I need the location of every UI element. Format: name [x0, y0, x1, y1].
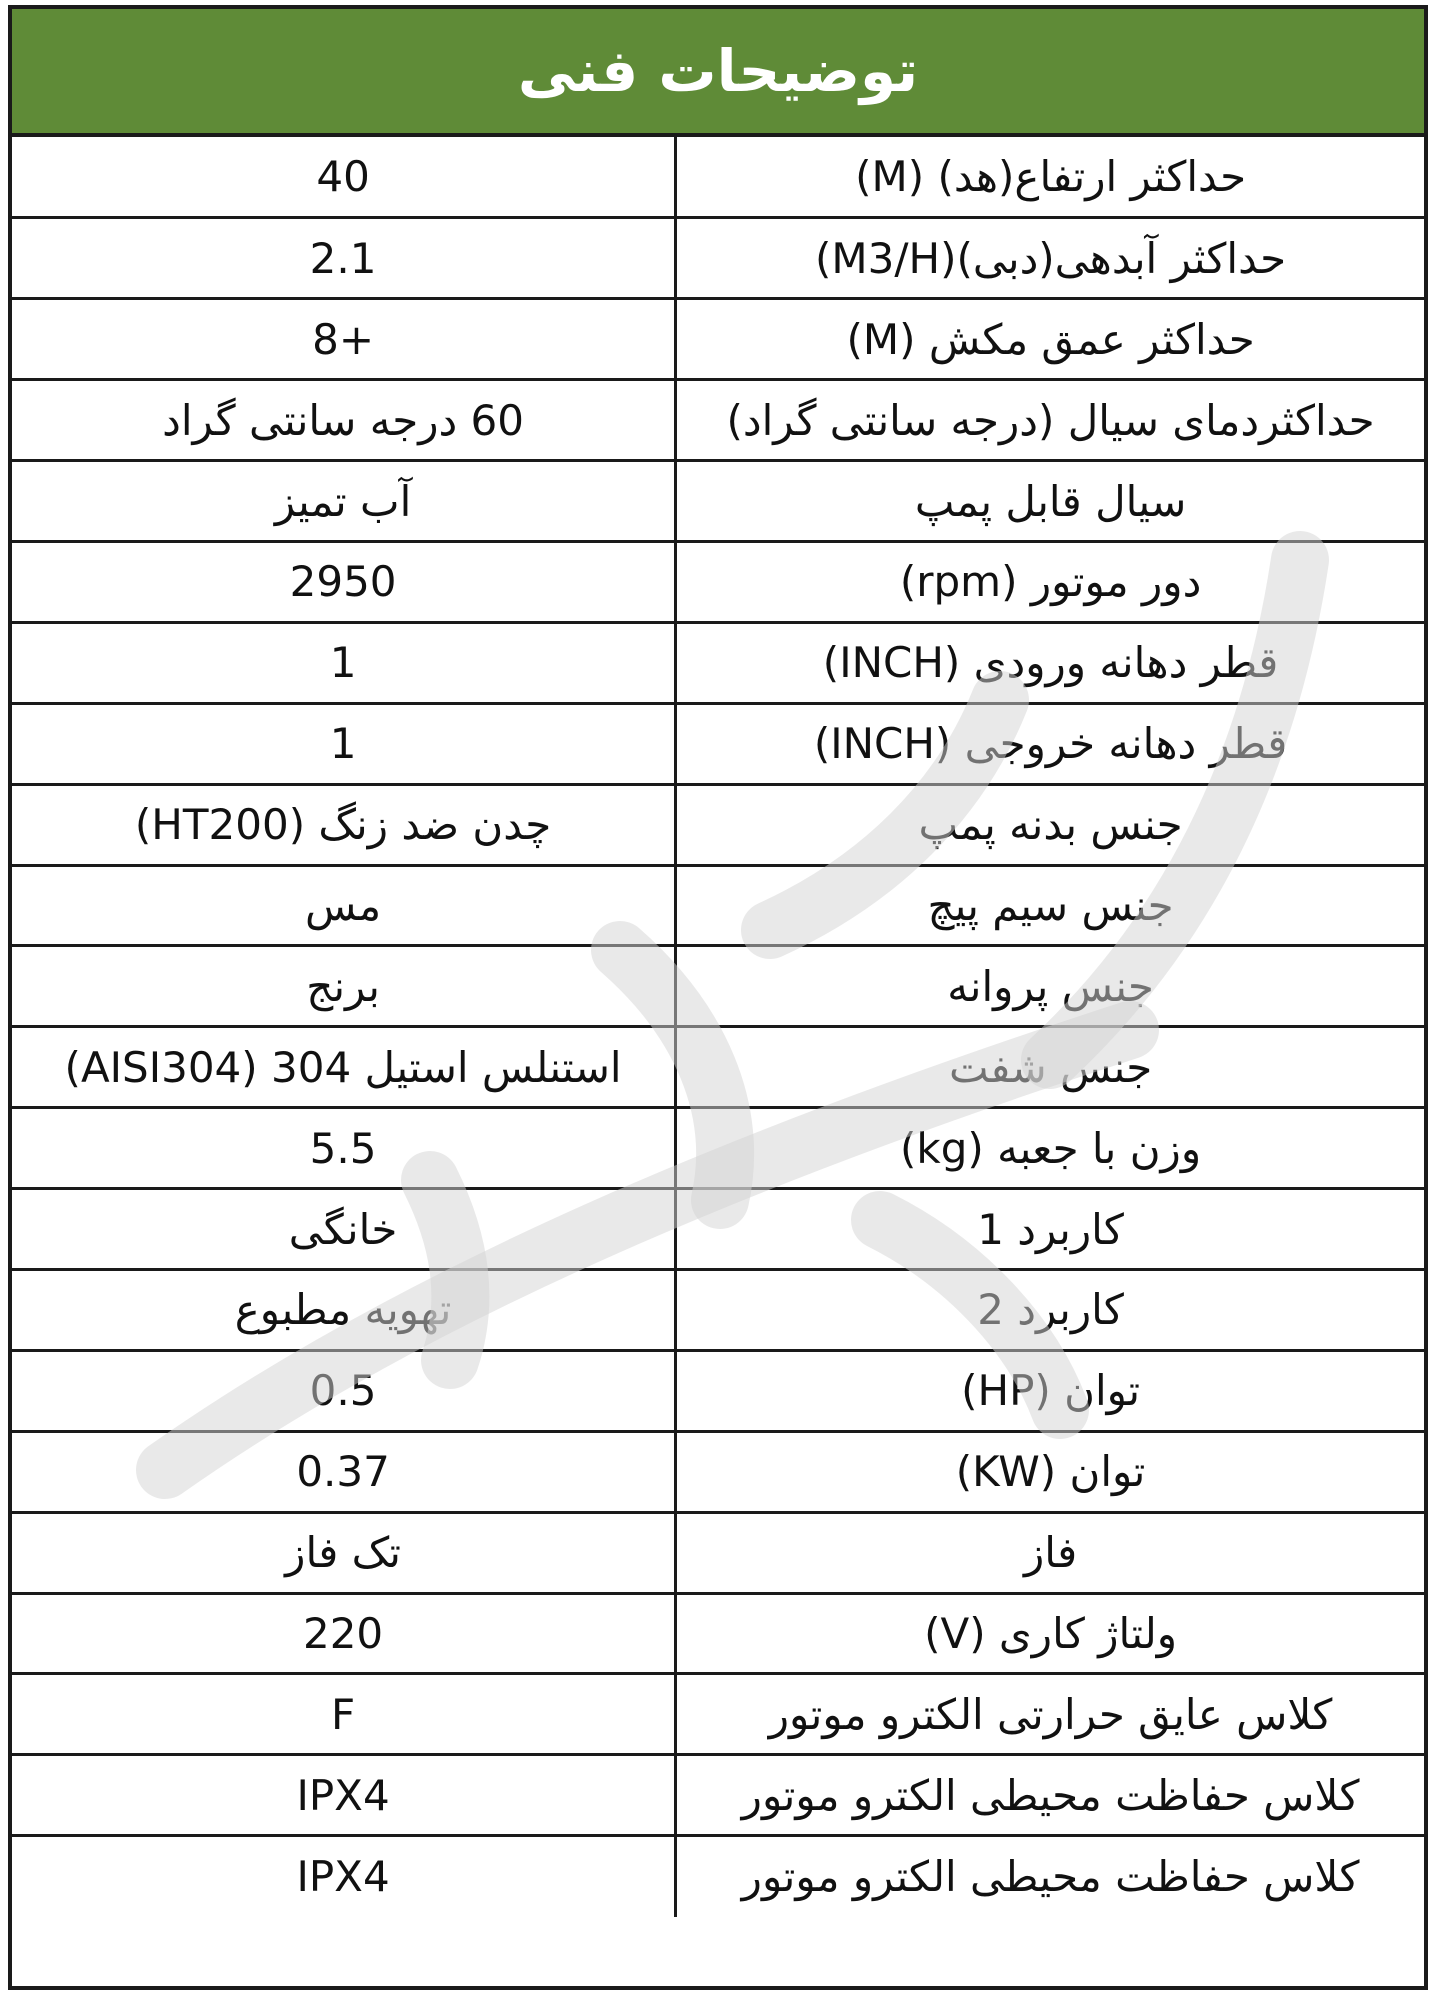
spec-label: توان (KW) — [676, 1431, 1424, 1512]
spec-value: 220 — [12, 1593, 676, 1674]
spec-value: استنلس استیل 304 (AISI304) — [12, 1027, 676, 1108]
spec-row — [12, 1108, 1424, 1189]
spec-value: 2.1 — [12, 218, 676, 299]
spec-label: دور موتور (rpm) — [676, 541, 1424, 622]
spec-row — [12, 1512, 1424, 1593]
spec-row — [12, 1027, 1424, 1108]
spec-value: تهویه مطبوع — [12, 1269, 676, 1350]
spec-label: کاربرد 2 — [676, 1269, 1424, 1350]
spec-label: ولتاژ کاری (V) — [676, 1593, 1424, 1674]
spec-row — [12, 703, 1424, 784]
spec-row — [12, 622, 1424, 703]
spec-table — [12, 137, 1424, 1917]
spec-row — [12, 1674, 1424, 1755]
spec-table-body — [12, 137, 1424, 1917]
spec-row — [12, 137, 1424, 218]
spec-value: خانگی — [12, 1189, 676, 1270]
spec-label: جنس سیم پیچ — [676, 865, 1424, 946]
spec-value: مس — [12, 865, 676, 946]
spec-row — [12, 218, 1424, 299]
spec-row — [12, 299, 1424, 380]
spec-label: حداکثر ارتفاع(هد) (M) — [676, 137, 1424, 218]
spec-row — [12, 1350, 1424, 1431]
spec-row — [12, 380, 1424, 461]
spec-label: کلاس عایق حرارتی الکترو موتور — [676, 1674, 1424, 1755]
spec-row — [12, 784, 1424, 865]
spec-label: جنس شفت — [676, 1027, 1424, 1108]
spec-value: IPX4 — [12, 1755, 676, 1836]
spec-label: قطر دهانه ورودی (INCH) — [676, 622, 1424, 703]
spec-row — [12, 1755, 1424, 1836]
spec-row — [12, 1189, 1424, 1270]
spec-row — [12, 461, 1424, 542]
spec-value: 0.37 — [12, 1431, 676, 1512]
spec-label: جنس بدنه پمپ — [676, 784, 1424, 865]
spec-label: حداکثردمای سیال (درجه سانتی گراد) — [676, 380, 1424, 461]
spec-value: 1 — [12, 703, 676, 784]
spec-label: وزن با جعبه (kg) — [676, 1108, 1424, 1189]
spec-value: F — [12, 1674, 676, 1755]
spec-value: IPX4 — [296, 1852, 390, 1902]
spec-value: 60 درجه سانتی گراد — [12, 380, 676, 461]
spec-label: حداکثر آبدهی(دبی)(M3/H) — [676, 218, 1424, 299]
spec-label: قطر دهانه خروجی (INCH) — [676, 703, 1424, 784]
spec-value: چدن ضد زنگ (HT200) — [12, 784, 676, 865]
spec-row — [12, 541, 1424, 622]
spec-row — [12, 1269, 1424, 1350]
spec-sheet — [8, 5, 1428, 1990]
spec-value: آب تمیز — [12, 461, 676, 542]
spec-row — [12, 946, 1424, 1027]
spec-label: کاربرد 1 — [676, 1189, 1424, 1270]
spec-value: 5.5 — [12, 1108, 676, 1189]
spec-label: کلاس حفاظت محیطی الکترو موتور — [676, 1755, 1424, 1836]
spec-value: 40 — [12, 137, 676, 218]
spec-label: کلاس حفاظت محیطی الکترو موتور — [676, 1836, 1424, 1917]
spec-value: 2950 — [12, 541, 676, 622]
spec-row — [12, 865, 1424, 946]
spec-label: جنس پروانه — [676, 946, 1424, 1027]
spec-label: سیال قابل پمپ — [676, 461, 1424, 542]
spec-label: توان (HP) — [676, 1350, 1424, 1431]
spec-value: برنج — [12, 946, 676, 1027]
spec-value: تک فاز — [12, 1512, 676, 1593]
spec-row — [12, 1431, 1424, 1512]
spec-value: 0.5 — [12, 1350, 676, 1431]
spec-row — [12, 1836, 1424, 1917]
spec-value: +8 — [12, 299, 676, 380]
spec-label: حداکثر عمق مکش (M) — [676, 299, 1424, 380]
table-title: توضیحات فنی — [12, 9, 1424, 137]
spec-row — [12, 1593, 1424, 1674]
spec-value: 1 — [12, 622, 676, 703]
spec-label: فاز — [676, 1512, 1424, 1593]
